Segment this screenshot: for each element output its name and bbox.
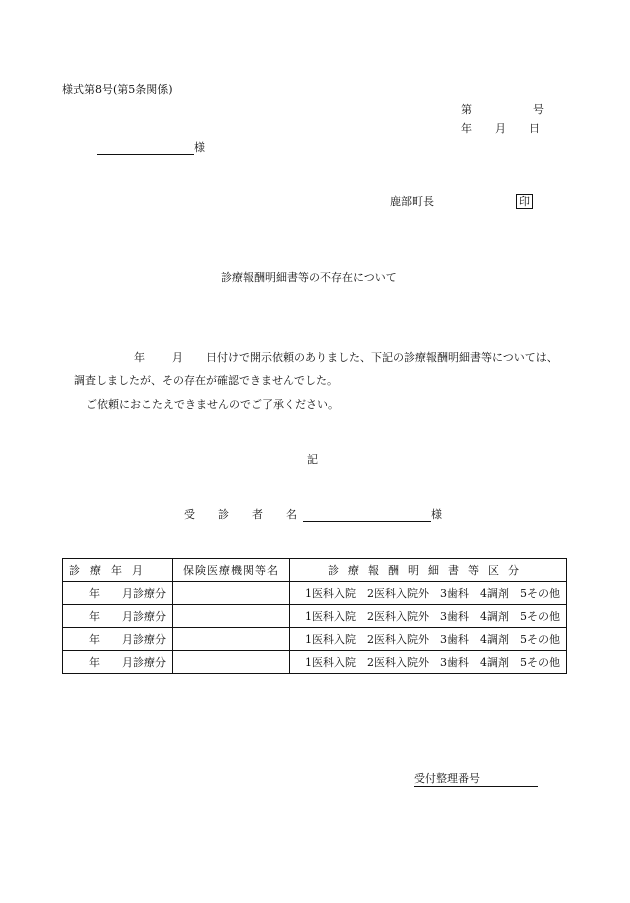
body-month: 月	[172, 351, 183, 364]
patient-underline	[303, 509, 431, 522]
patient-honorific: 様	[431, 508, 442, 521]
number-prefix: 第	[461, 103, 472, 116]
number-suffix: 号	[533, 103, 544, 116]
row-category: 1医科入院 2医科入院外 3歯科 4調剤 5その他	[290, 582, 567, 605]
body-line-1	[134, 349, 558, 365]
seal-stamp: 印	[516, 194, 533, 209]
form-label: 様式第8号(第5条関係)	[62, 83, 173, 96]
date-month: 月	[495, 122, 506, 135]
date-year: 年	[461, 122, 472, 135]
row-period: 年 月診療分	[63, 651, 173, 674]
addressee-honorific: 様	[194, 141, 205, 154]
header-institution: 保険医療機関等名	[173, 559, 290, 582]
row-institution	[173, 605, 290, 628]
row-institution	[173, 628, 290, 651]
patient-name-line	[184, 506, 442, 522]
reception-number	[414, 770, 538, 787]
issuer	[390, 193, 533, 209]
date-day: 日	[529, 122, 540, 135]
header-period: 診療年月	[63, 559, 173, 582]
statement-table	[62, 558, 567, 674]
row-period: 年 月診療分	[63, 605, 173, 628]
table-row	[63, 605, 567, 628]
body-year: 年	[134, 351, 145, 364]
table-row	[63, 651, 567, 674]
ki-marker: 記	[307, 453, 318, 466]
issuer-title: 鹿部町長	[390, 195, 434, 208]
addressee-underline	[97, 142, 194, 155]
body-line-2: 調査しましたが、その存在が確認できませんでした。	[74, 374, 338, 387]
document-date	[461, 120, 540, 136]
patient-label: 受 診 者 名	[184, 508, 303, 521]
reception-underline	[480, 774, 538, 787]
table-row	[63, 628, 567, 651]
document-number	[461, 101, 544, 117]
table-header-row	[63, 559, 567, 582]
addressee	[97, 139, 205, 155]
row-category: 1医科入院 2医科入院外 3歯科 4調剤 5その他	[290, 605, 567, 628]
row-period: 年 月診療分	[63, 582, 173, 605]
body-text-1: 日付けで開示依頼のありました、下記の診療報酬明細書等については、	[206, 351, 558, 364]
row-institution	[173, 582, 290, 605]
document-title: 診療報酬明細書等の不存在について	[221, 271, 397, 284]
row-institution	[173, 651, 290, 674]
row-category: 1医科入院 2医科入院外 3歯科 4調剤 5その他	[290, 628, 567, 651]
header-category: 診療報酬明細書等区分	[290, 559, 567, 582]
body-line-3: ご依頼におこたえできませんのでご了承ください。	[86, 398, 339, 411]
row-period: 年 月診療分	[63, 628, 173, 651]
reception-label: 受付整理番号	[414, 772, 480, 785]
row-category: 1医科入院 2医科入院外 3歯科 4調剤 5その他	[290, 651, 567, 674]
table-row	[63, 582, 567, 605]
